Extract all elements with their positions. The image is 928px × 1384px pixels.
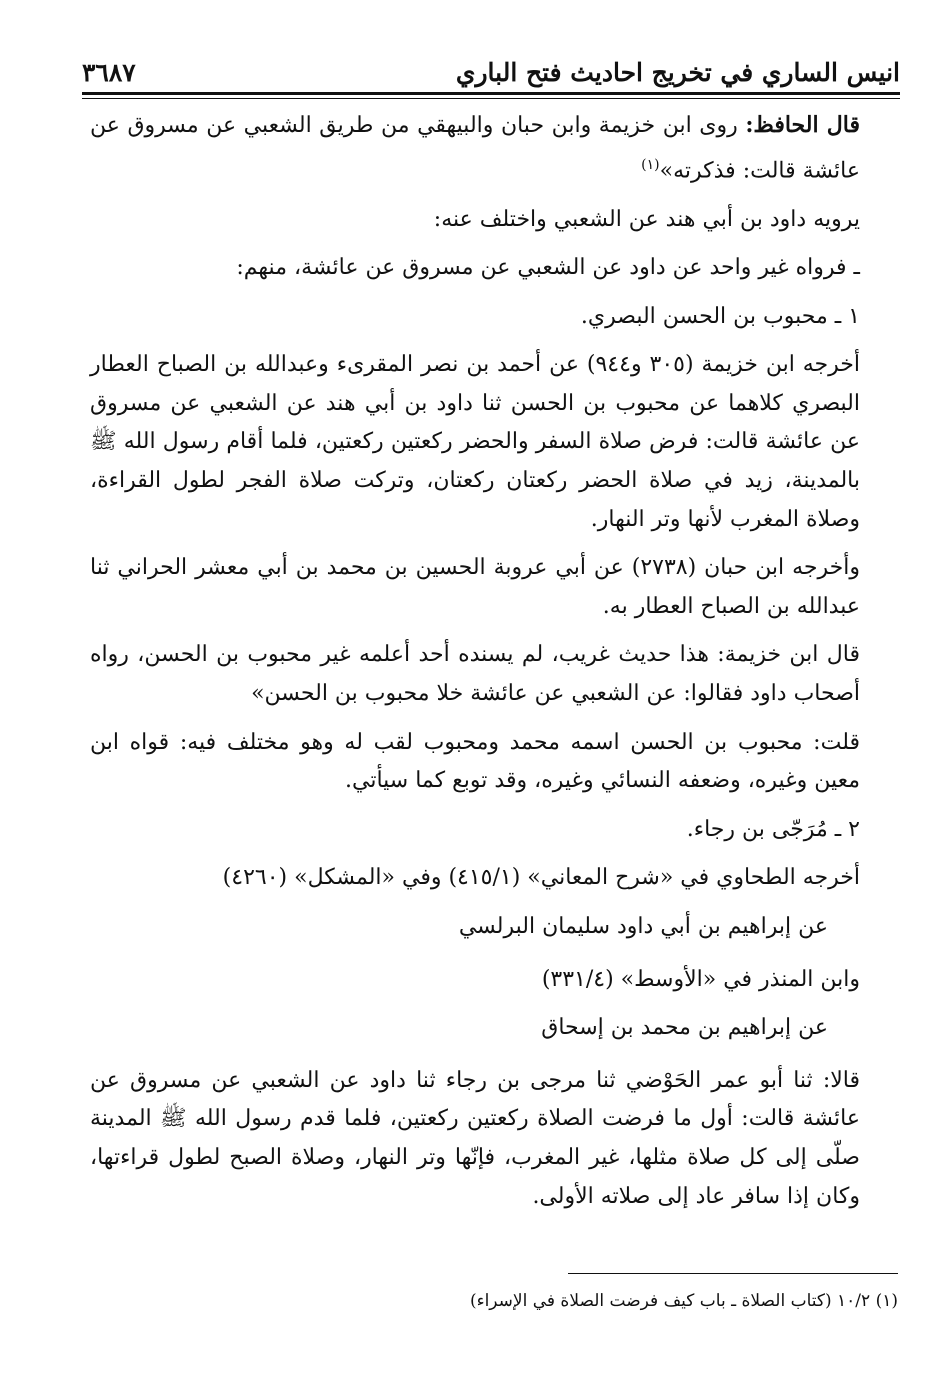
paragraph-1-text: روى ابن خزيمة وابن حبان والبيهقي من طريق الشعبي عن مسروق عن عائشة قالت: فذكرته»	[90, 113, 860, 183]
footnote-text: ١٠/٢ (كتاب الصلاة ـ باب كيف فرضت الصلاة في الإسراء)	[469, 1291, 871, 1311]
hafiz-lead: قال الحافظ:	[745, 112, 860, 138]
header-rule-thick	[82, 92, 900, 95]
book-title: انيس الساري في تخريج احاديث فتح الباري	[455, 58, 900, 87]
paragraph-10: أخرجه الطحاوي في «شرح المعاني» (٤١٥/١) وفي «المشكل» (٤٢٦٠)	[222, 865, 860, 891]
paragraph-8: قلت: محبوب بن الحسن اسمه محمد ومحبوب لقب له وهو مختلف فيه: قواه ابن معين وغيره، وضعفه النسائي وغيره، وقد توبع كما سيأتي.	[90, 729, 860, 794]
paragraph-7: قال ابن خزيمة: هذا حديث غريب، لم يسنده أحد أعلمه غير محبوب بن الحسن، رواه أصحاب داود فقالوا: عن الشعبي عن عائشة خلا محبوب بن الحسن»	[90, 642, 860, 707]
footnote-number: (١)	[875, 1291, 898, 1311]
paragraph-5: أخرجه ابن خزيمة (٣٠٥ و٩٤٤) عن أحمد بن نصر المقرىء وعبدالله بن الصباح العطار البصري كلاهما عن محبوب بن الحسن ثنا داود بن أبي هند عن الشعبي عن مسروق عن عائشة قالت: فرض صلاة السفر والحضر ركعتين ركعتين، فلما أقام رسول الله ﷺ بالمدينة، زيد في صلاة الحضر ركعتان ركعتان، وتركت صلاة الفجر لطول القراءة، وصلاة المغرب لأنها وتر النهار.	[90, 352, 860, 532]
body-text	[90, 106, 898, 1226]
paragraph-6: وأخرجه ابن حبان (٢٧٣٨) عن أبي عروبة الحسين بن محمد بن أبي معشر الحراني ثنا عبدالله بن الصباح العطار به.	[90, 555, 860, 619]
page-number: ٣٦٨٧	[82, 58, 136, 87]
header-rule-thin	[82, 98, 900, 99]
paragraph-3: ـ فرواه غير واحد عن داود عن الشعبي عن مسروق عن عائشة، منهم:	[236, 255, 860, 281]
footnote-ref-1: (١)	[641, 156, 660, 173]
paragraph-13: عن إبراهيم بن محمد بن إسحاق	[541, 1015, 828, 1041]
footnote-divider	[568, 1273, 898, 1274]
list-item-2: ٢ ـ مُرَجّى بن رجاء.	[686, 816, 860, 842]
paragraph-2: يرويه داود بن أبي هند عن الشعبي واختلف عنه:	[433, 206, 860, 232]
page-header	[82, 56, 900, 94]
footnote	[90, 1288, 898, 1314]
paragraph-1	[90, 106, 898, 191]
paragraph-12: وابن المنذر في «الأوسط» (٣٣١/٤)	[541, 966, 860, 992]
paragraph-11: عن إبراهيم بن أبي داود سليمان البرلسي	[458, 914, 828, 940]
list-item-1: ١ ـ محبوب بن الحسن البصري.	[580, 303, 860, 329]
paragraph-14: قالا: ثنا أبو عمر الحَوْضي ثنا مرجى بن رجاء ثنا داود عن الشعبي عن مسروق عن عائشة قالت: أول ما فرضت الصلاة ركعتين ركعتين، فلما قدم رسول الله ﷺ المدينة صلّى إلى كل صلاة مثلها، غير المغرب، فإنّها وتر النهار، وصلاة الصبح لطول قراءتها، وكان إذا سافر عاد إلى صلاته الأولى.	[90, 1067, 860, 1209]
